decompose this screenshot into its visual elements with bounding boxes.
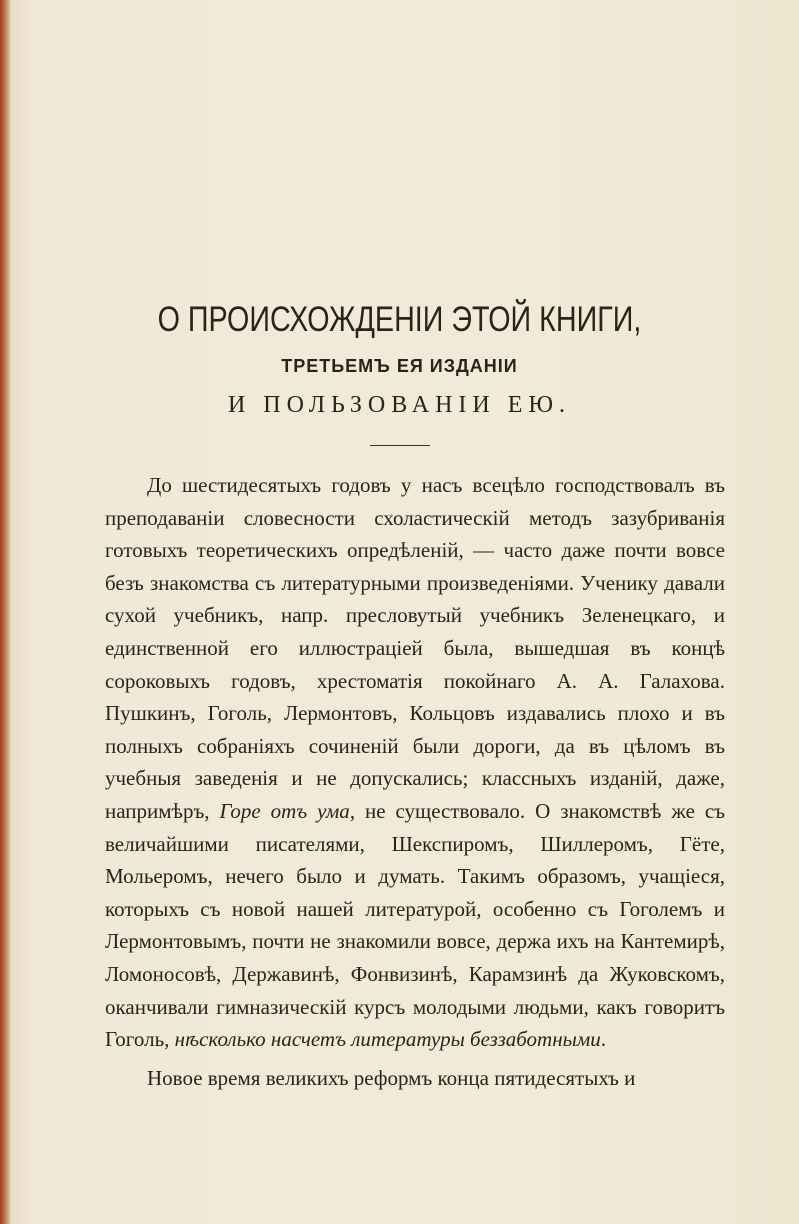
paragraph-1-part1: До шестидесятыхъ годовъ у насъ всецѣло господствовалъ въ преподаваніи словесности схоластическій методъ зазубриванія готовыхъ теоретическихъ опредѣленій, — часто даже почти вовсе безъ знакомства съ литературными произведеніями. Ученику давали сухой учебникъ, напр. пресловутый учебникъ Зеленецкаго, и единственной его иллюстраціей была, вышедшая въ концѣ сороковыхъ годовъ, хрестоматія покойнаго А. А. Галахова. Пушкинъ, Гоголь, Лермонтовъ, Кольцовъ издавались плохо и въ полныхъ собраніяхъ сочиненій были дороги, да въ цѣломъ въ учебныя заведенія и не допускались; классныхъ изданій, даже, напримѣръ,	[105, 473, 725, 823]
paragraph-1-part3: .	[600, 1027, 607, 1052]
paragraph-1-italic-quote: нѣсколько насчетъ литературы беззаботными	[174, 1027, 601, 1052]
paragraph-2: Новое время великихъ реформъ конца пятидесятыхъ и	[147, 1065, 636, 1090]
body-text	[105, 469, 725, 1094]
chapter-subtitle-line1: ТРЕТЬЕМЪ ЕЯ ИЗДАНІИ	[281, 356, 518, 376]
chapter-subtitle-line2: И ПОЛЬЗОВАНІИ ЕЮ.	[227, 392, 572, 418]
page-spine-edge	[0, 0, 10, 1224]
title-divider	[370, 445, 430, 446]
chapter-title: О ПРОИСХОЖДЕНІИ ЭТОЙ КНИГИ,	[157, 300, 642, 339]
paragraph-1	[105, 469, 725, 1056]
paragraph-1-part2: , не существовало. О знакомствѣ же съ величайшими писателями, Шекспиромъ, Шиллеромъ, Гёте, Мольеромъ, нечего было и думать. Такимъ образомъ, учащіеся, которыхъ съ новой нашей литературой, особенно съ Гоголемъ и Лермонтовымъ, почти не знакомили вовсе, держа ихъ на Кантемирѣ, Ломоносовѣ, Державинѣ, Фонвизинѣ, Карамзинѣ да Жуковскомъ, оканчивали гимназическій курсъ молодыми людьми, какъ говоритъ Гоголь,	[105, 798, 726, 1052]
paragraph-1-italic-title: Горе отъ ума	[219, 798, 350, 823]
